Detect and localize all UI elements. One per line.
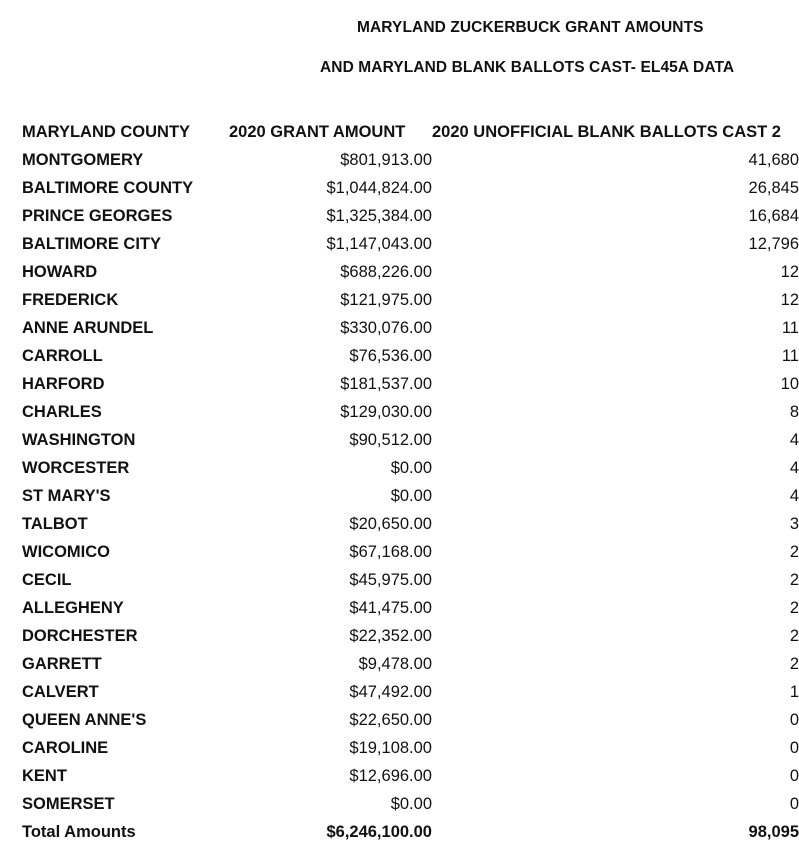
grant-amount-cell: $181,537.00: [340, 375, 432, 393]
table-row: [22, 342, 799, 370]
table-body: [22, 146, 799, 818]
grant-amount-cell: $45,975.00: [349, 571, 432, 589]
blank-ballots-cell: 2: [789, 627, 799, 645]
grant-amount-cell: $1,325,384.00: [326, 207, 432, 225]
county-cell: BALTIMORE COUNTY: [22, 179, 194, 197]
blank-ballots-cell: 0: [789, 767, 799, 785]
table-row: [22, 370, 799, 398]
grant-amount-cell: $801,913.00: [340, 151, 432, 169]
document-title: MARYLAND ZUCKERBUCK GRANT AMOUNTS: [357, 19, 704, 36]
header-grant-amount: 2020 GRANT AMOUNT: [229, 123, 406, 141]
table-row: [22, 286, 799, 314]
blank-ballots-cell: 16,684: [748, 207, 799, 225]
total-row: [22, 818, 799, 846]
blank-ballots-cell: 12: [780, 263, 799, 281]
table-row: [22, 174, 799, 202]
blank-ballots-cell: 26,845: [748, 179, 799, 197]
grant-ballot-table: [22, 118, 799, 846]
grant-amount-cell: $20,650.00: [349, 515, 432, 533]
county-cell: HARFORD: [22, 375, 105, 393]
blank-ballots-cell: 2: [789, 599, 799, 617]
grant-amount-cell: $330,076.00: [340, 319, 432, 337]
grant-amount-cell: $22,352.00: [349, 627, 432, 645]
county-cell: CAROLINE: [22, 739, 109, 757]
table-row: [22, 594, 799, 622]
county-cell: CECIL: [22, 571, 72, 589]
county-cell: WASHINGTON: [22, 431, 136, 449]
table-row: [22, 678, 799, 706]
table-row: [22, 202, 799, 230]
blank-ballots-cell: 0: [789, 711, 799, 729]
grant-amount-cell: $1,044,824.00: [326, 179, 432, 197]
grant-amount-cell: $0.00: [390, 795, 432, 813]
county-cell: QUEEN ANNE'S: [22, 711, 147, 729]
blank-ballots-cell: 11: [781, 319, 799, 337]
blank-ballots-cell: 2: [789, 571, 799, 589]
table-row: [22, 398, 799, 426]
county-cell: ALLEGHENY: [22, 599, 124, 617]
table-row: [22, 314, 799, 342]
blank-ballots-cell: 12: [780, 291, 799, 309]
grant-amount-cell: $41,475.00: [349, 599, 432, 617]
county-cell: GARRETT: [22, 655, 102, 673]
county-cell: PRINCE GEORGES: [22, 207, 173, 225]
table-row: [22, 790, 799, 818]
table-row: [22, 146, 799, 174]
header-blank-ballots: 2020 UNOFFICIAL BLANK BALLOTS CAST 2: [432, 123, 781, 141]
document-subtitle: AND MARYLAND BLANK BALLOTS CAST- EL45A DATA: [320, 59, 735, 76]
grant-amount-cell: $76,536.00: [349, 347, 432, 365]
blank-ballots-cell: 0: [789, 739, 799, 757]
blank-ballots-cell: 4: [789, 459, 799, 477]
county-cell: ANNE ARUNDEL: [22, 319, 154, 337]
grant-amount-cell: $0.00: [390, 459, 432, 477]
table-row: [22, 762, 799, 790]
county-cell: WICOMICO: [22, 543, 110, 561]
blank-ballots-cell: 1: [789, 683, 799, 701]
grant-amount-cell: $90,512.00: [349, 431, 432, 449]
county-cell: DORCHESTER: [22, 627, 138, 645]
county-cell: TALBOT: [22, 515, 88, 533]
header-county: MARYLAND COUNTY: [22, 123, 191, 141]
grant-amount-cell: $0.00: [390, 487, 432, 505]
grant-amount-cell: $47,492.00: [349, 683, 432, 701]
county-cell: BALTIMORE CITY: [22, 235, 162, 253]
blank-ballots-cell: 12,796: [748, 235, 799, 253]
total-label: Total Amounts: [22, 823, 136, 841]
grant-amount-cell: $19,108.00: [349, 739, 432, 757]
blank-ballots-cell: 8: [789, 403, 799, 421]
grant-amount-cell: $1,147,043.00: [326, 235, 432, 253]
table-row: [22, 706, 799, 734]
grant-amount-cell: $121,975.00: [340, 291, 432, 309]
county-cell: ST MARY'S: [22, 487, 111, 505]
table-row: [22, 510, 799, 538]
table-row: [22, 482, 799, 510]
table-row: [22, 230, 799, 258]
blank-ballots-cell: 0: [789, 795, 799, 813]
blank-ballots-cell: 2: [789, 655, 799, 673]
table-row: [22, 566, 799, 594]
grant-amount-cell: $129,030.00: [340, 403, 432, 421]
county-cell: CARROLL: [22, 347, 103, 365]
table-row: [22, 454, 799, 482]
table-row: [22, 650, 799, 678]
blank-ballots-cell: 3: [789, 515, 799, 533]
county-cell: KENT: [22, 767, 67, 785]
grant-ballot-table-container: [22, 118, 799, 846]
table-row: [22, 734, 799, 762]
blank-ballots-cell: 4: [789, 487, 799, 505]
total-blank-ballots: 98,095: [748, 823, 799, 841]
total-grant-amount: $6,246,100.00: [326, 823, 432, 841]
grant-amount-cell: $67,168.00: [349, 543, 432, 561]
county-cell: WORCESTER: [22, 459, 130, 477]
blank-ballots-cell: 2: [789, 543, 799, 561]
blank-ballots-cell: 41,680: [748, 151, 799, 169]
table-row: [22, 622, 799, 650]
table-header-row: [22, 118, 799, 146]
grant-amount-cell: $22,650.00: [349, 711, 432, 729]
county-cell: CALVERT: [22, 683, 99, 701]
table-row: [22, 538, 799, 566]
grant-amount-cell: $9,478.00: [358, 655, 432, 673]
table-row: [22, 426, 799, 454]
county-cell: CHARLES: [22, 403, 102, 421]
blank-ballots-cell: 4: [789, 431, 799, 449]
county-cell: SOMERSET: [22, 795, 115, 813]
grant-amount-cell: $688,226.00: [340, 263, 432, 281]
blank-ballots-cell: 11: [781, 347, 799, 365]
grant-amount-cell: $12,696.00: [349, 767, 432, 785]
blank-ballots-cell: 10: [780, 375, 799, 393]
county-cell: HOWARD: [22, 263, 98, 281]
county-cell: MONTGOMERY: [22, 151, 144, 169]
county-cell: FREDERICK: [22, 291, 119, 309]
table-row: [22, 258, 799, 286]
